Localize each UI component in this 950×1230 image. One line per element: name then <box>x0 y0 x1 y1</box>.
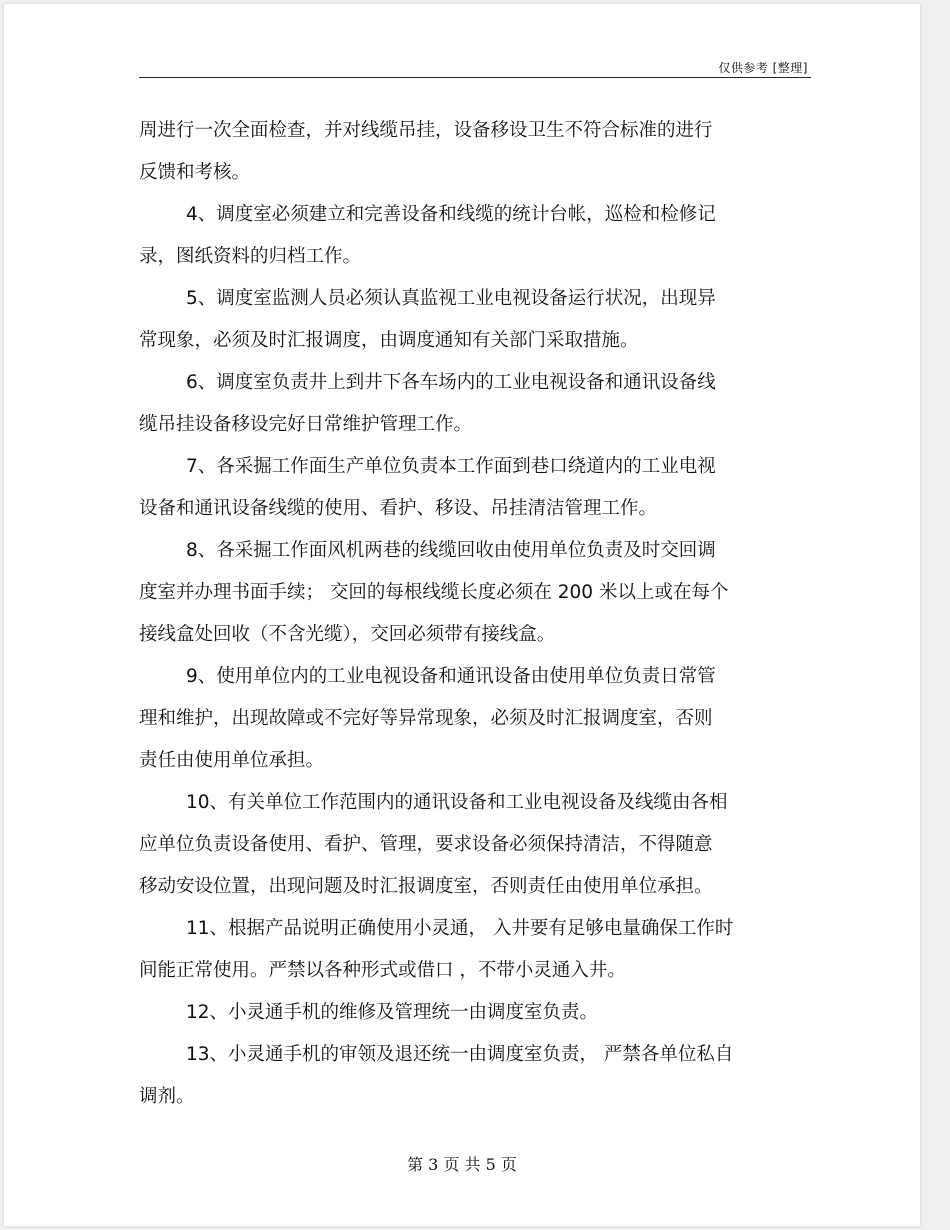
text-line: 8、各采掘工作面风机两巷的线缆回收由使用单位负责及时交回调 <box>186 540 716 561</box>
text-line: 4、调度室必须建立和完善设备和线缆的统计台帐，巡检和检修记 <box>186 204 716 225</box>
paragraph-item-10 <box>139 782 811 908</box>
page-number-footer: 第 3 页 共 5 页 <box>407 1155 517 1174</box>
text-line: 13、小灵通手机的审领及退还统一由调度室负责， 严禁各单位私自 <box>186 1044 734 1065</box>
text-line: 11、根据产品说明正确使用小灵通， 入井要有足够电量确保工作时 <box>186 918 734 939</box>
paragraph-item-6 <box>139 362 811 446</box>
text-line: 6、调度室负责井上到井下各车场内的工业电视设备和通讯设备线 <box>186 372 716 393</box>
text-line: 7、各采掘工作面生产单位负责本工作面到巷口绕道内的工业电视 <box>186 456 716 477</box>
header-label: 仅供参考 [整理] <box>718 61 808 75</box>
header-divider <box>139 77 811 78</box>
text-line: 责任由使用单位承担。 <box>139 750 325 771</box>
paragraph-item-9 <box>139 656 811 782</box>
text-line: 设备和通讯设备线缆的使用、看护、移设、吊挂清洁管理工作。 <box>139 498 658 519</box>
text-line: 理和维护，出现故障或不完好等异常现象，必须及时汇报调度室，否则 <box>139 708 713 729</box>
text-line: 缆吊挂设备移设完好日常维护管理工作。 <box>139 414 473 435</box>
text-line: 调剂。 <box>139 1086 195 1107</box>
text-line: 12、小灵通手机的维修及管理统一由调度室负责。 <box>186 1002 599 1023</box>
paragraph-item-7 <box>139 446 811 530</box>
document-page <box>4 4 920 1226</box>
text-line: 周进行一次全面检查，并对线缆吊挂，设备移设卫生不符合标准的进行 <box>139 120 713 141</box>
paragraph-item-8 <box>139 530 811 656</box>
paragraph <box>139 110 811 194</box>
text-line: 9、使用单位内的工业电视设备和通讯设备由使用单位负责日常管 <box>186 666 716 687</box>
text-line: 应单位负责设备使用、看护、管理，要求设备必须保持清洁，不得随意 <box>139 834 713 855</box>
paragraph-item-11 <box>139 908 811 992</box>
paragraph-item-4 <box>139 194 811 278</box>
text-line: 10、有关单位工作范围内的通讯设备和工业电视设备及线缆由各相 <box>186 792 728 813</box>
text-line: 度室并办理书面手续； 交回的每根线缆长度必须在 200 米以上或在每个 <box>139 582 729 603</box>
text-line: 间能正常使用。严禁以各种形式或借口 ，不带小灵通入井。 <box>139 960 626 981</box>
text-line: 移动安设位置，出现问题及时汇报调度室，否则责任由使用单位承担。 <box>139 876 713 897</box>
document-body <box>139 110 811 1118</box>
text-line: 5、调度室监测人员必须认真监视工业电视设备运行状况，出现异 <box>186 288 716 309</box>
paragraph-item-5 <box>139 278 811 362</box>
text-line: 反馈和考核。 <box>139 162 251 183</box>
paragraph-item-13 <box>139 1034 811 1118</box>
text-line: 接线盒处回收（不含光缆），交回必须带有接线盒。 <box>139 624 556 645</box>
text-line: 录，图纸资料的归档工作。 <box>139 246 362 267</box>
paragraph-item-12 <box>139 992 811 1034</box>
text-line: 常现象，必须及时汇报调度，由调度通知有关部门采取措施。 <box>139 330 639 351</box>
